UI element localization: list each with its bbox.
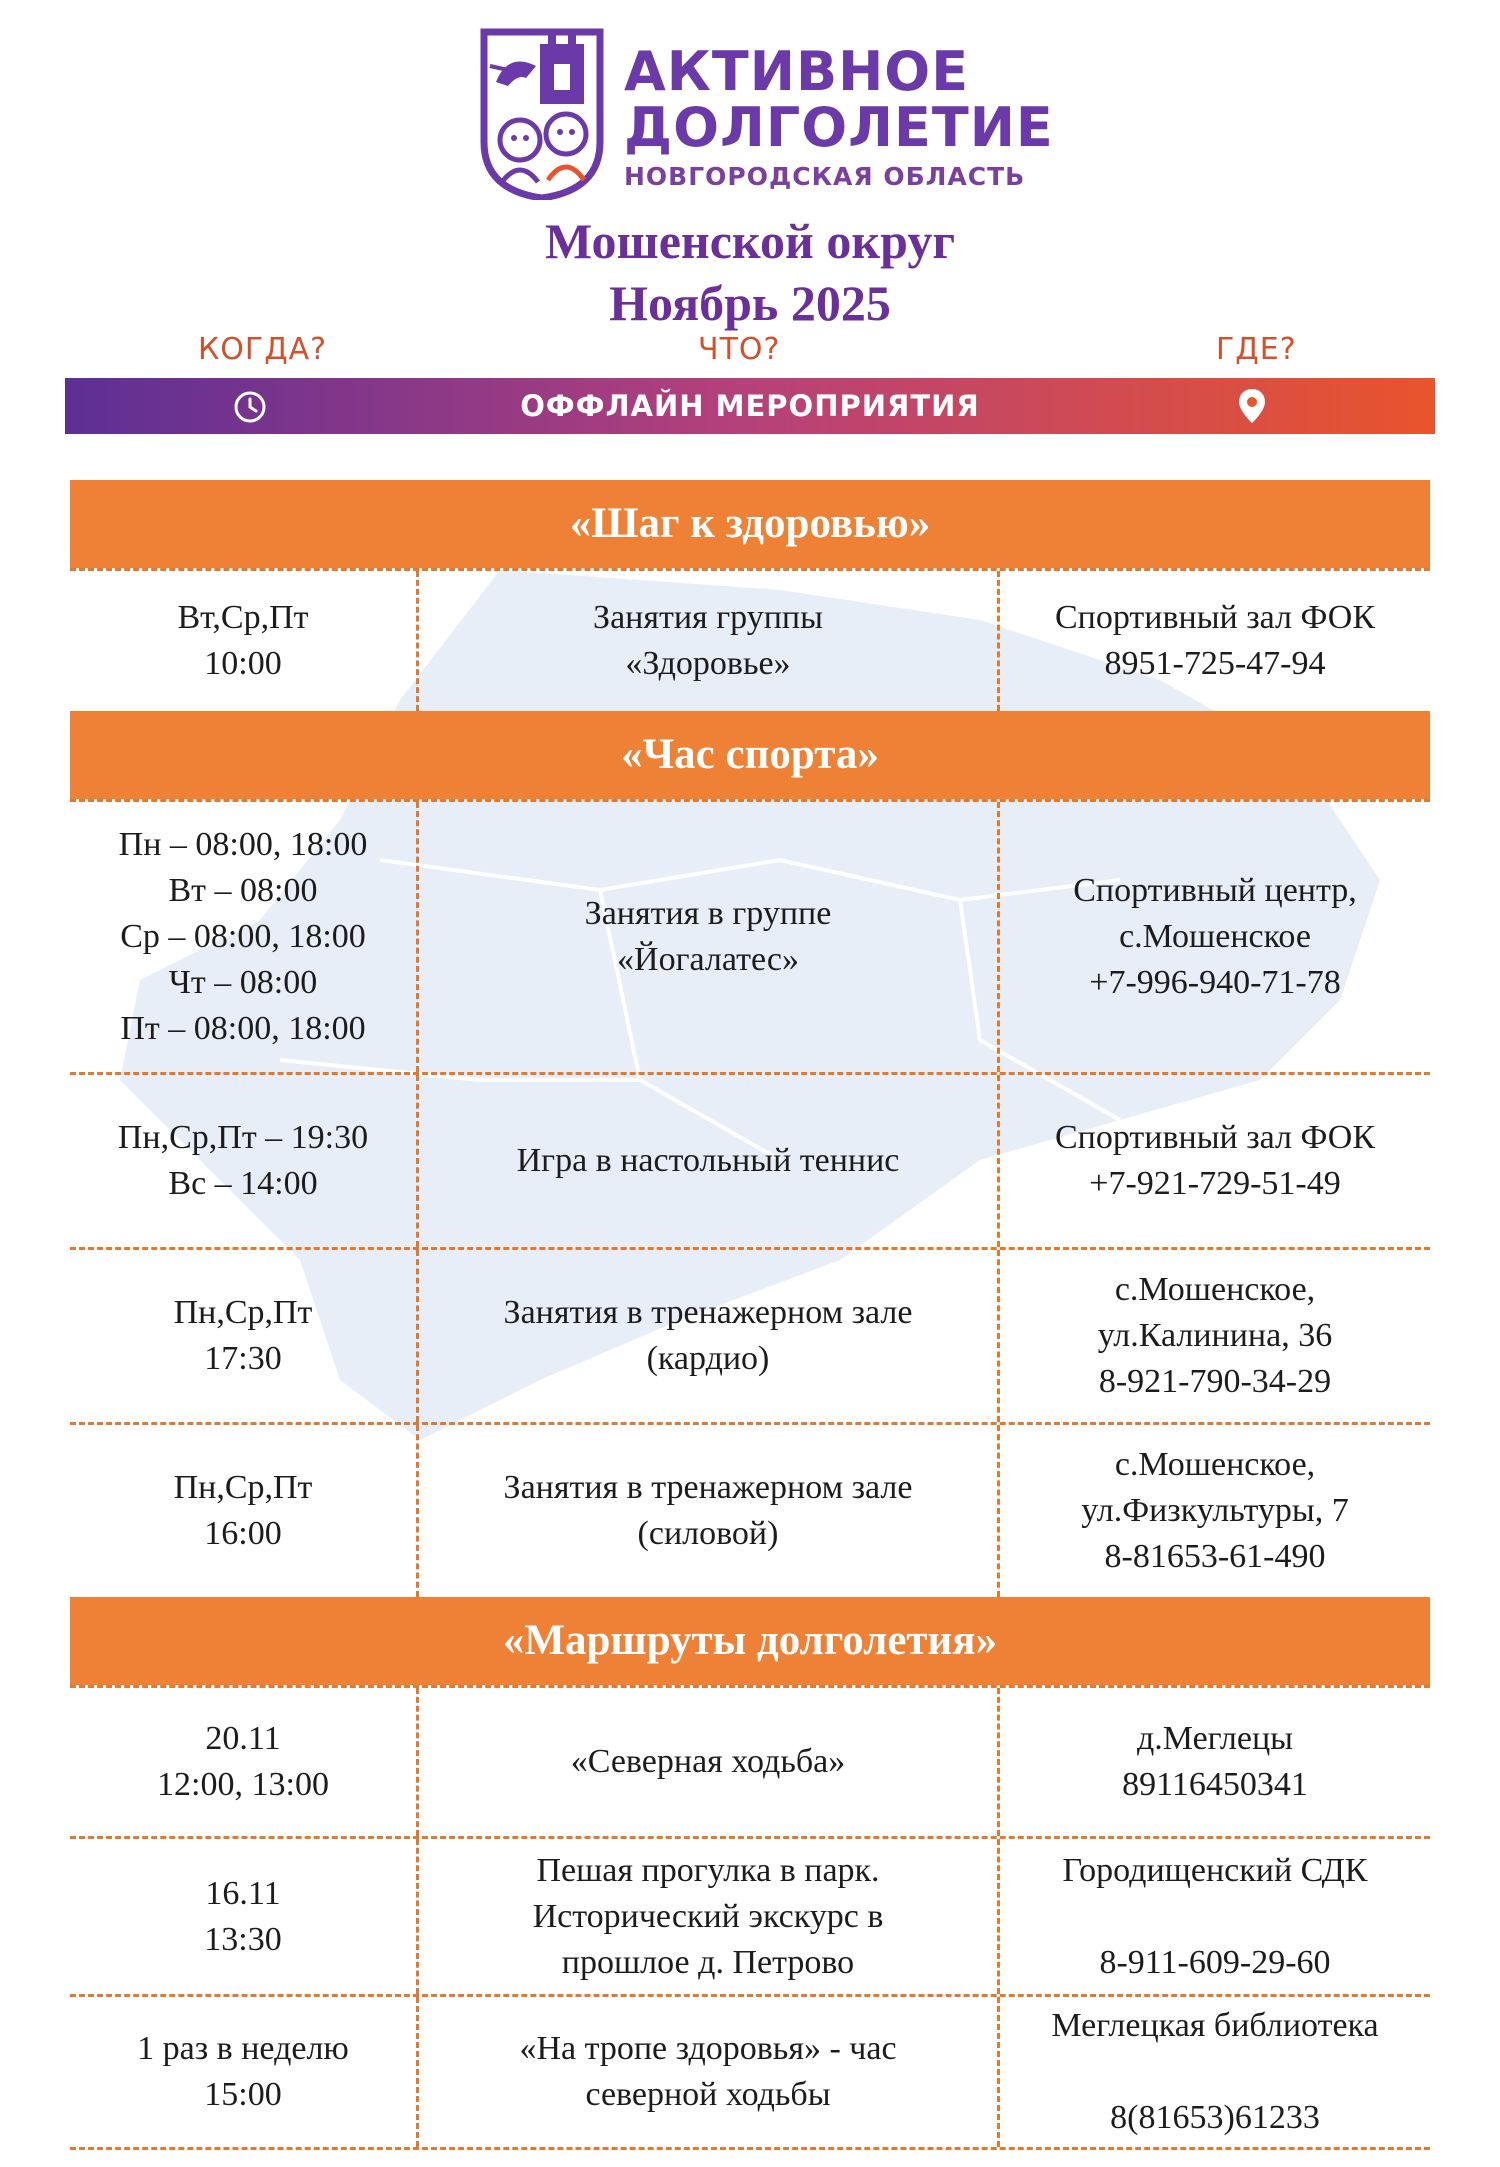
cell-when [70,1075,419,1247]
cell-line: Пн,Ср,Пт [173,1294,313,1331]
cell-line: 17:30 [204,1340,282,1377]
title-line2: Ноябрь 2025 [609,275,891,331]
cell-where [1000,1075,1430,1247]
cell-line: 15:00 [204,2076,282,2113]
cell-line [1211,2049,1220,2095]
cell-line: Пт – 08:00, 18:00 [120,1010,366,1047]
cell-where [1000,1425,1430,1597]
table-row [70,1994,1430,2147]
cell-line: Пн,Ср,Пт – 19:30 [117,1119,369,1156]
cell-line: с.Мошенское, [1114,1271,1316,1308]
cell-what [419,802,1000,1072]
cell-line: Меглецкая библиотека [1051,2007,1379,2044]
section-title: «Шаг к здоровью» [70,480,1430,568]
cell-line: 12:00, 13:00 [157,1766,329,1803]
cell-when [70,1688,419,1836]
schedule-table [70,480,1430,2150]
cell-line: Спортивный зал ФОК [1054,599,1376,636]
cell-line: 10:00 [204,645,282,682]
cell-line: 16.11 [205,1874,281,1912]
table-row [70,1072,1430,1247]
cell-what [419,1075,1000,1247]
page-title [0,210,1500,334]
section-title: «Час спорта» [70,711,1430,799]
cell-line: ул.Калинина, 36 [1097,1317,1333,1354]
offline-events-banner [65,378,1435,434]
cell-line: Городищенский СДК [1062,1851,1368,1889]
cell-when [70,571,419,711]
column-label-what: ЧТО? [698,332,781,367]
cell-line: Занятия в тренажерном зале [503,1469,913,1506]
cell-line: Спортивный центр, [1073,872,1357,909]
cell-line: Занятия группы [593,599,823,636]
cell-where [1000,1688,1430,1836]
section-title: «Маршруты долголетия» [70,1597,1430,1685]
cell-where [1000,1250,1430,1422]
cell-line: 16:00 [204,1515,282,1552]
cell-line: «Здоровье» [625,645,791,682]
cell-what [419,1250,1000,1422]
cell-line: «На тропе здоровья» - час [519,2030,897,2067]
cell-what [419,1425,1000,1597]
cell-line: 20.11 [205,1720,281,1757]
kremlin-tower-bird-elderly-couple-logo [478,22,606,200]
cell-where [1000,571,1430,711]
cell-when [70,1425,419,1597]
cell-line: 13:30 [204,1920,282,1958]
cell-what [419,1997,1000,2147]
cell-line: Занятия в группе [584,895,832,932]
cell-line: 8(81653)61233 [1110,2099,1320,2136]
cell-line: Вт – 08:00 [168,872,318,909]
cell-line: (кардио) [646,1340,770,1377]
cell-line: 8-911-609-29-60 [1099,1943,1331,1981]
cell-what [419,1839,1000,1994]
cell-line: Ср – 08:00, 18:00 [120,918,366,955]
cell-line: Занятия в тренажерном зале [503,1294,913,1331]
logo-line1: АКТИВНОЕ [624,40,970,103]
title-line1: Мошенской округ [544,213,956,269]
cell-line [1211,1894,1220,1940]
cell-what [419,1688,1000,1836]
logo [478,22,1054,200]
cell-line: северной ходьбы [585,2076,831,2113]
cell-line: д.Меглецы [1137,1720,1293,1757]
cell-where [1000,802,1430,1072]
cell-where [1000,1839,1430,1994]
column-label-where: ГДЕ? [1216,332,1297,367]
cell-line: Исторический экскурс в [532,1897,884,1935]
table-row [70,799,1430,1072]
cell-line: прошлое д. Петрово [561,1943,855,1981]
cell-when [70,1250,419,1422]
cell-line: Пн,Ср,Пт [173,1469,313,1506]
table-row [70,1247,1430,1422]
column-label-when: КОГДА? [198,332,328,367]
cell-line: Игра в настольный теннис [516,1142,900,1179]
table-bottom-border [70,2147,1430,2150]
cell-when [70,1839,419,1994]
cell-line: с.Мошенское [1119,918,1311,955]
cell-line: 1 раз в неделю [137,2030,349,2067]
cell-when [70,802,419,1072]
cell-line: «Йогалатес» [617,941,799,978]
banner-label: ОФФЛАЙН МЕРОПРИЯТИЯ [520,389,980,423]
cell-line: Вт,Ср,Пт [177,599,309,636]
cell-line: +7-921-729-51-49 [1089,1165,1341,1202]
logo-line3: НОВГОРОДСКАЯ ОБЛАСТЬ [624,162,1026,191]
table-row [70,1836,1430,1994]
cell-where [1000,1997,1430,2147]
table-row [70,1685,1430,1836]
cell-line: ул.Физкультуры, 7 [1081,1492,1349,1529]
cell-line: Чт – 08:00 [168,964,318,1001]
cell-line: (силовой) [637,1515,779,1552]
cell-line: Вс – 14:00 [168,1165,318,1202]
cell-line: 89116450341 [1122,1766,1308,1803]
cell-what [419,571,1000,711]
cell-line: «Северная ходьба» [570,1743,846,1780]
cell-line: +7-996-940-71-78 [1089,964,1341,1001]
location-pin-icon [1237,387,1267,425]
logo-text [624,40,1054,194]
cell-line: 8-81653-61-490 [1104,1538,1326,1575]
cell-line: Спортивный зал ФОК [1054,1119,1376,1156]
table-row [70,568,1430,711]
cell-line: Пн – 08:00, 18:00 [118,826,368,863]
cell-line: с.Мошенское, [1114,1446,1316,1483]
cell-when [70,1997,419,2147]
cell-line: Пешая прогулка в парк. [536,1851,880,1889]
table-row [70,1422,1430,1597]
cell-line: 8951-725-47-94 [1104,645,1326,682]
cell-line: 8-921-790-34-29 [1098,1363,1332,1400]
logo-line2: ДОЛГОЛЕТИЕ [624,96,1054,159]
